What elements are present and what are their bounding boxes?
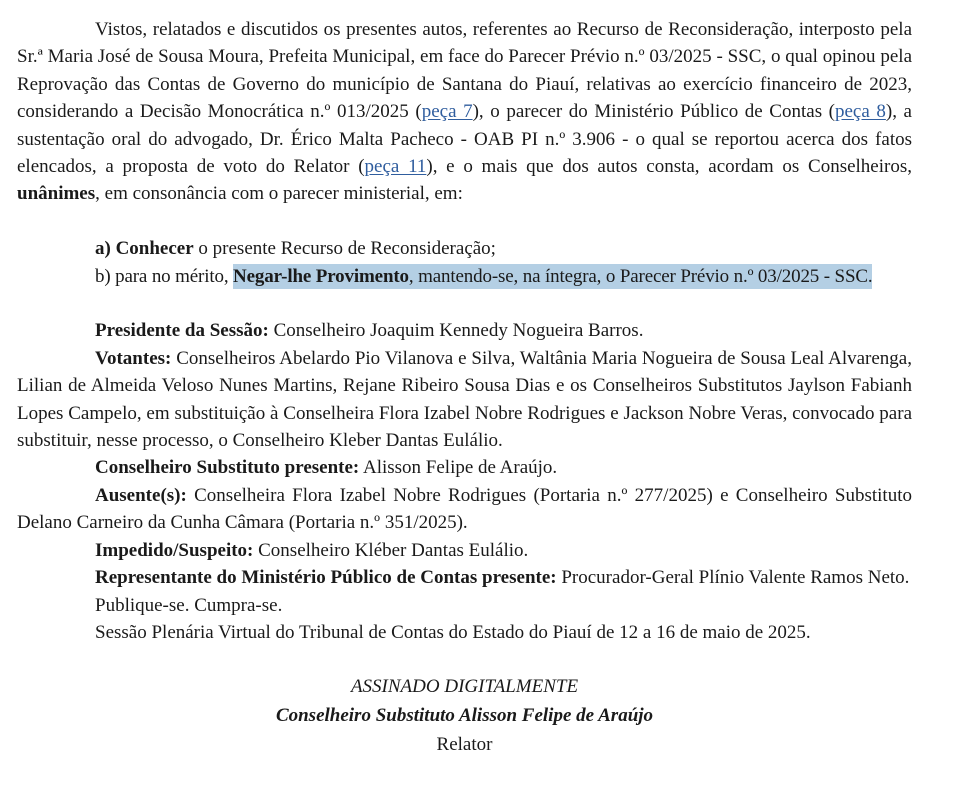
- intro-text: , em consonância com o parecer ministerial, em:: [95, 183, 463, 205]
- mp-representative-paragraph: [17, 564, 912, 591]
- impeded-line: [17, 537, 912, 564]
- item-b-text: , mantendo-se, na íntegra, o Parecer Prévio n.º 03/2025 - SSC.: [408, 265, 873, 287]
- absent-paragraph: [17, 482, 912, 537]
- president-label: Presidente da Sessão:: [95, 320, 269, 342]
- item-b-prefix: b) para no mérito,: [95, 265, 234, 287]
- voters-paragraph: [17, 345, 912, 455]
- mp-value: Procurador-Geral Plínio Valente Ramos Neto.: [556, 567, 910, 589]
- unanimous-bold: unânimes: [17, 183, 96, 205]
- impeded-label: Impedido/Suspeito:: [95, 539, 254, 561]
- absent-value: Conselheira Flora Izabel Nobre Rodrigues (Portaria n.º 277/2025) e Conselheiro Substituto Delano Carneiro da Cunha Câmara (Portaria n.º 351/2025).: [17, 484, 912, 534]
- intro-text: ), e o mais que dos autos consta, acordam os Conselheiros,: [426, 156, 912, 178]
- intro-text: ), a sustentação oral do advogado, Dr. Érico Malta Pacheco - OAB PI n.º 3.906 - o qual se reportou acerca dos fatos elencados, a proposta de voto do Relator (: [17, 101, 912, 178]
- item-a-text: o presente Recurso de Reconsideração;: [193, 238, 496, 260]
- link-peca-7[interactable]: peça 7: [421, 101, 473, 123]
- signer-name: Conselheiro Substituto Alisson Felipe de Araújo: [275, 705, 654, 727]
- document-page: [17, 0, 912, 759]
- spacer: [17, 208, 912, 235]
- intro-paragraph: [17, 16, 912, 208]
- highlighted-selection[interactable]: [233, 264, 872, 289]
- signature-block: [17, 672, 912, 759]
- item-b: [17, 263, 912, 290]
- voters-label: Votantes:: [95, 347, 172, 369]
- item-b-bold: Negar-lhe Provimento: [233, 265, 409, 287]
- signer-role: Relator: [436, 734, 493, 756]
- substitute-label: Conselheiro Substituto presente:: [95, 457, 360, 479]
- signed-digitally: ASSINADO DIGITALMENTE: [350, 676, 579, 698]
- link-peca-8[interactable]: peça 8: [835, 101, 886, 123]
- decision-items: [17, 235, 912, 290]
- president-line: [17, 317, 912, 344]
- voters-value: Conselheiros Abelardo Pio Vilanova e Silva, Waltânia Maria Nogueira de Sousa Leal Alvarenga, Lilian de Almeida Veloso Nunes Martins, Rejane Ribeiro Sousa Dias e os Conselheiros Substitutos Jaylson Fabianh Lopes Campelo, em substituição à Conselheira Flora Izabel Nobre Rodrigues e Jackson Nobre Veras, convocado para substituir, nesse processo, o Conselheiro Kleber Dantas Eulálio.: [17, 347, 912, 452]
- link-peca-11[interactable]: peça 11: [364, 156, 427, 178]
- spacer: [17, 290, 912, 317]
- session-line: Sessão Plenária Virtual do Tribunal de Contas do Estado do Piauí de 12 a 16 de maio de 2025.: [95, 621, 811, 643]
- absent-label: Ausente(s):: [95, 484, 187, 506]
- item-a-label: a) Conhecer: [95, 238, 194, 260]
- intro-text: Vistos, relatados e discutidos os presentes autos, referentes ao Recurso de Reconsideração, interposto pela Sr.ª Maria José de Sousa Moura, Prefeita Municipal, em face do Parecer Prévio n.º 03/2025 - SSC, o qual opinou pela Reprovação das Contas de Governo do município de Santana do Piauí, relativas ao exercício financeiro de 2023, considerando a Decisão Monocrática n.º 013/2025 (: [17, 19, 912, 123]
- impeded-value: Conselheiro Kléber Dantas Eulálio.: [253, 539, 529, 561]
- intro-text: ), o parecer do Ministério Público de Contas (: [472, 101, 835, 123]
- president-value: Conselheiro Joaquim Kennedy Nogueira Barros.: [268, 320, 644, 342]
- substitute-value: Alisson Felipe de Araújo.: [359, 457, 558, 479]
- mp-label: Representante do Ministério Público de Contas presente:: [95, 567, 557, 589]
- substitute-line: [17, 454, 912, 481]
- item-a: [17, 235, 912, 262]
- publish-line: Publique-se. Cumpra-se.: [95, 594, 283, 616]
